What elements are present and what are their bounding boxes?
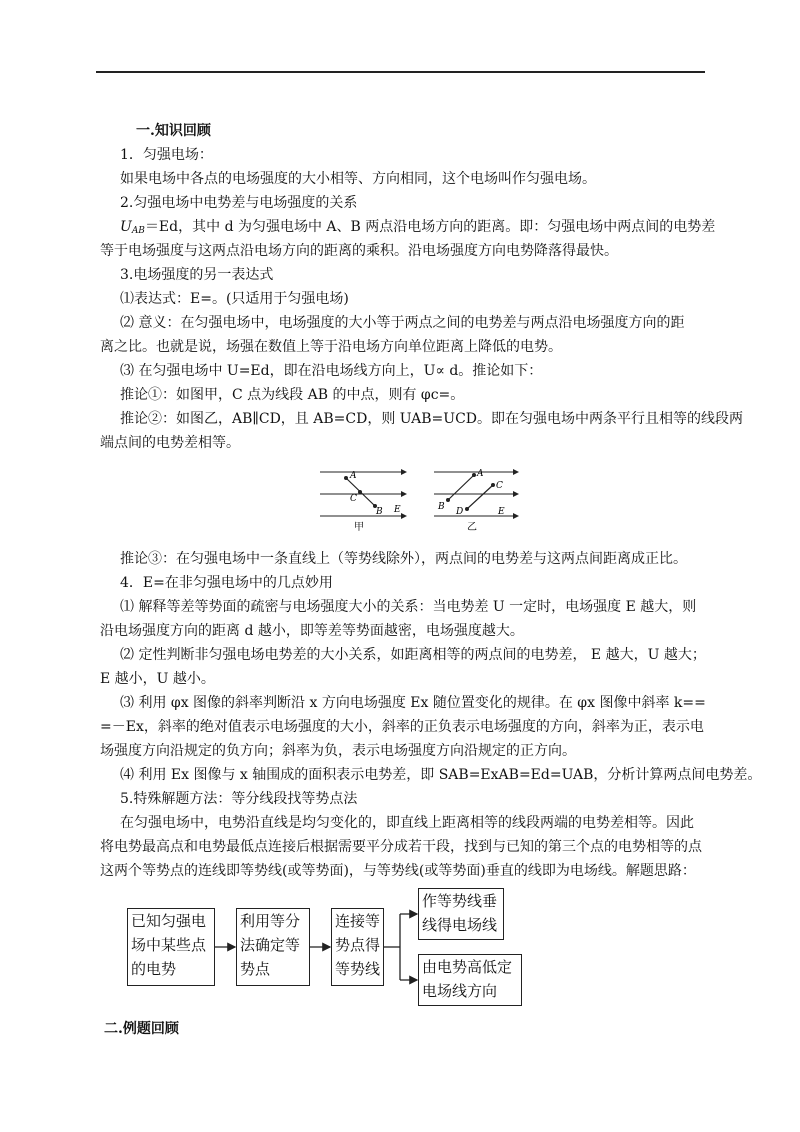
- label-a: A: [477, 469, 484, 479]
- paragraph-line: ⑵ 意义：在匀强电场中，电场强度的大小等于两点之间的电势差与两点沿电场强度方向的距: [120, 315, 685, 331]
- paragraph-line: 2.匀强电场中电势差与电场强度的关系: [120, 195, 358, 211]
- paragraph-line: 4．E=在非匀强电场中的几点妙用: [120, 575, 333, 591]
- paragraph-line: 在匀强电场中，电势沿直线是均匀变化的，即直线上距离相等的线段两端的电势差相等。因此: [120, 815, 694, 831]
- paragraph-line: 3.电场强度的另一表达式: [120, 267, 274, 283]
- label-a: A: [350, 471, 357, 481]
- paragraph-line: ⑶ 利用 φx 图像的斜率判断沿 x 方向电场强度 Ex 随位置变化的规律。在 φx 图像中斜率 k==: [120, 695, 706, 711]
- flow-box-equipotential-line: 连接等势点得等势线: [331, 908, 384, 986]
- label-b: B: [438, 502, 445, 512]
- paragraph-line: ⑶ 在匀强电场中 U=Ed，即在沿电场线方向上，U∝ d。推论如下：: [120, 363, 543, 379]
- section-title-example-review: 二.例题回顾: [104, 1021, 179, 1037]
- paragraph-line: E 越小，U 越小。: [100, 671, 215, 687]
- label-e: E: [394, 505, 401, 515]
- flow-box-equal-division: 利用等分法确定等势点: [236, 908, 310, 986]
- paragraph-line: 如果电场中各点的电场强度的大小相等、方向相同，这个电场叫作匀强电场。: [120, 171, 596, 187]
- section-title-knowledge-review: 一.知识回顾: [136, 123, 211, 139]
- flow-box-known-potentials: 已知匀强电场中某些点的电势: [127, 908, 215, 986]
- label-e: E: [498, 507, 505, 517]
- paragraph-line: 将电势最高点和电势最低点连接后根据需要平分成若干段，找到与已知的第三个点的电势相等的点: [100, 839, 702, 855]
- paragraph-line: 1．匀强电场：: [120, 147, 213, 163]
- paragraph-line: 推论②：如图乙，AB∥CD，且 AB=CD，则 UAB=UCD。即在匀强电场中两条平行且相等的线段两: [120, 411, 743, 427]
- paragraph-line: 这两个等势点的连线即等势线(或等势面)，与等势线(或等势面)垂直的线即为电场线。解题思路：: [100, 863, 696, 879]
- paragraph-line: ⑷ 利用 Ex 图像与 x 轴围成的面积表示电势差，即 SAB=ExAB=Ed=UAB，分析计算两点间电势差。: [120, 767, 762, 783]
- paragraph-line: 推论③：在匀强电场中一条直线上（等势线除外），两点间的电势差与这两点间距离成正比。: [120, 551, 687, 567]
- paragraph-line: 等于电场强度与这两点沿电场方向的距离的乘积。沿电场强度方向电势降落得最快。: [100, 243, 618, 259]
- caption-yi: 乙: [467, 522, 477, 533]
- label-c: C: [350, 494, 357, 504]
- paragraph-line: 离之比。也就是说，场强在数值上等于沿电场方向单位距离上降低的电势。: [100, 339, 562, 355]
- label-b: B: [376, 507, 383, 517]
- paragraph-line: $U_{AB}=Ed$，其中 d 为匀强电场中 A、B 两点沿电场方向的距离。即：匀强电场中两点间的电势差: [120, 219, 716, 236]
- paragraph-line: 场强度方向沿规定的负方向；斜率为负，表示电场强度方向沿规定的正方向。: [100, 743, 576, 759]
- paragraph-line: 推论①：如图甲，C 点为线段 AB 的中点，则有 φc=。: [120, 387, 465, 403]
- paragraph-line: ⑴表达式：E=。(只适用于匀强电场): [120, 291, 349, 307]
- paragraph-line: 端点间的电势差相等。: [100, 435, 240, 451]
- paragraph-line: 沿电场强度方向的距离 d 越小，即等差等势面越密，电场强度越大。: [100, 623, 524, 639]
- caption-jia: 甲: [354, 522, 364, 533]
- flow-box-field-line: 作等势线垂线得电场线: [418, 888, 504, 940]
- paragraph-line: 5.特殊解题方法：等分线段找等势点法: [120, 791, 358, 807]
- paragraph-line: ⑴ 解释等差等势面的疏密与电场强度大小的关系：当电势差 U 一定时，电场强度 E 越大，则: [120, 599, 697, 615]
- label-c: C: [496, 481, 503, 491]
- paragraph-line: =－Ex，斜率的绝对值表示电场强度的大小，斜率的正负表示电场强度的方向，斜率为正，表示电: [100, 719, 704, 735]
- uab-symbol: $U_{AB}$: [120, 219, 145, 236]
- paragraph-line: ⑵ 定性判断非匀强电场电势差的大小关系，如距离相等的两点间的电势差， E 越大，U 越大；: [120, 647, 706, 663]
- label-d: D: [456, 507, 464, 517]
- flow-box-field-direction: 由电势高低定电场线方向: [418, 954, 522, 1006]
